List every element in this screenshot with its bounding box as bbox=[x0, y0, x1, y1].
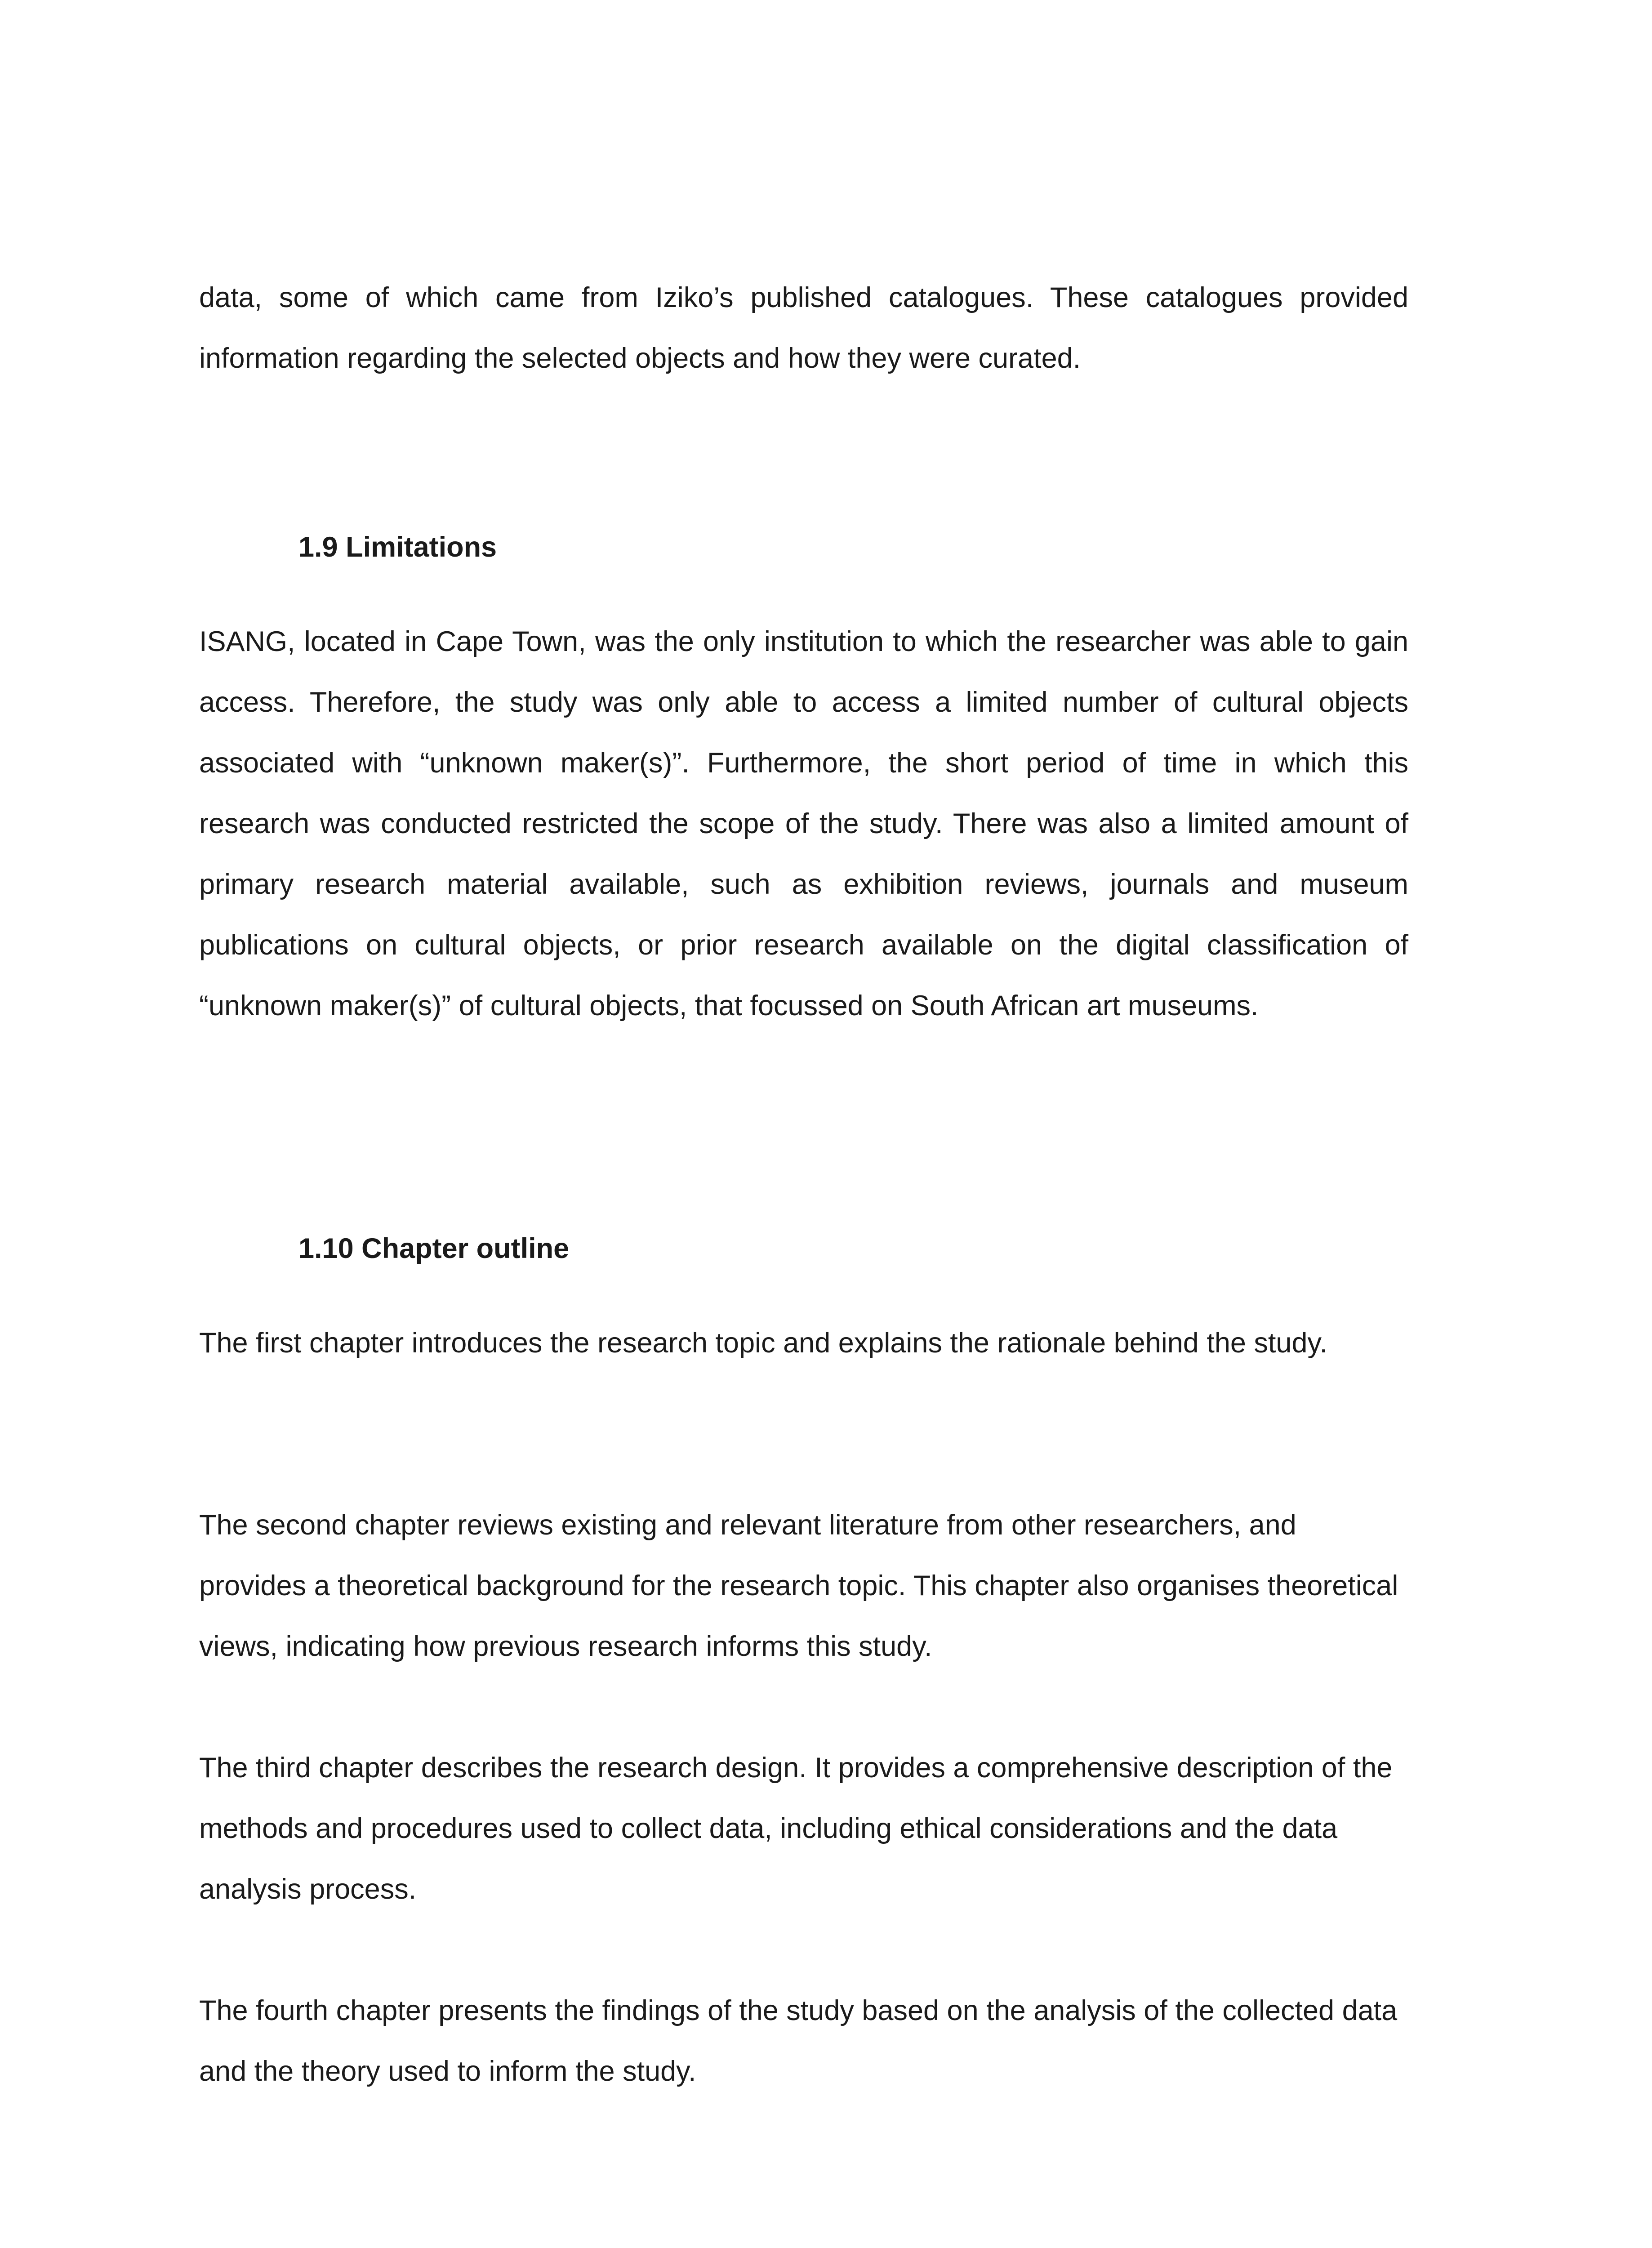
chapter-four-paragraph: The fourth chapter presents the findings of the study based on the analysis of the collected data and the theory used to inform the study. bbox=[199, 1995, 1398, 2087]
chapter-two-paragraph: The second chapter reviews existing and relevant literature from other researchers, and provides a theoretical background for the research topic. This chapter also organises theoretical views, indicating how previous research informs this study. bbox=[199, 1509, 1398, 1662]
limitations-paragraph: ISANG, located in Cape Town, was the only institution to which the researcher was able to gain access. Therefore, the study was only able to access a limited number of cultural objects associated with “unknown maker(s)”. Furthermore, the short period of time in which this research was conducted restricted the scope of the study. There was also a limited amount of primary research material available, such as exhibition reviews, journals and museum publications on cultural objects, or prior research available on the digital classification of “unknown maker(s)” of cultural objects, that focussed on South African art museums. bbox=[199, 626, 1408, 1021]
section-heading-limitations: 1.9 Limitations bbox=[298, 531, 497, 563]
section-heading-chapter-outline: 1.10 Chapter outline bbox=[298, 1233, 570, 1264]
chapter-three-paragraph: The third chapter describes the research design. It provides a comprehensive description of the methods and procedures used to collect data, including ethical considerations and the data analysis process. bbox=[199, 1752, 1393, 1905]
intro-paragraph: data, some of which came from Iziko’s published catalogues. These catalogues provided information regarding the selected objects and how they were curated. bbox=[199, 282, 1408, 374]
chapter-one-paragraph: The first chapter introduces the research topic and explains the rationale behind the study. bbox=[199, 1327, 1327, 1359]
